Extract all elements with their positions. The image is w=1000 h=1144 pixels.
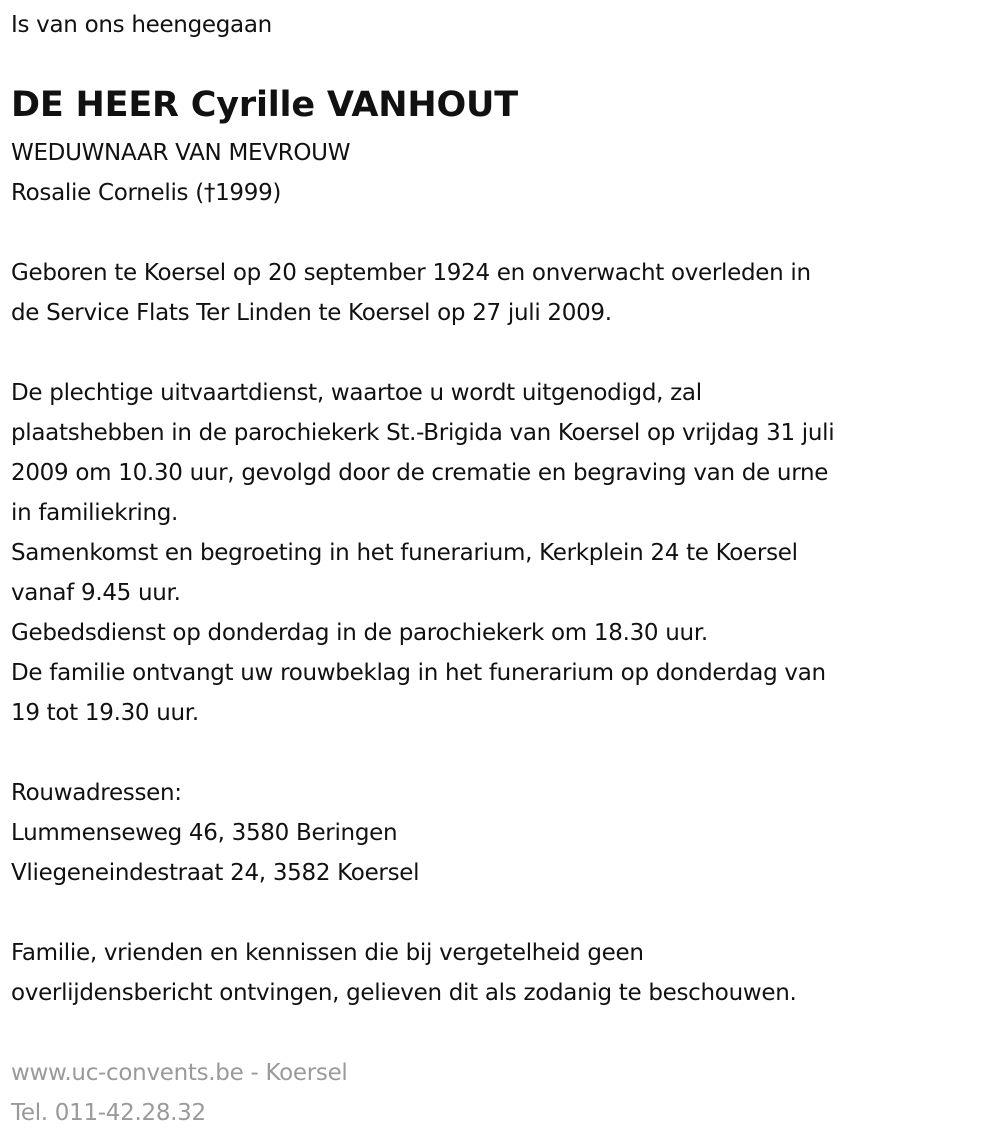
address-line: Vliegeneindestraat 24, 3582 Koersel <box>11 860 420 886</box>
closing-line: Familie, vrienden en kennissen die bij vergetelheid geen <box>11 940 644 966</box>
intro-text: Is van ons heengegaan <box>11 12 272 38</box>
service-line: De plechtige uitvaartdienst, waartoe u wordt uitgenodigd, zal <box>11 380 702 406</box>
footer-website: www.uc-convents.be - Koersel <box>11 1060 348 1086</box>
service-line: De familie ontvangt uw rouwbeklag in het funerarium op donderdag van <box>11 660 826 686</box>
spouse-name: Rosalie Cornelis (†1999) <box>11 180 282 206</box>
service-line: vanaf 9.45 uur. <box>11 580 181 606</box>
closing-line: overlijdensbericht ontvingen, gelieven dit als zodanig te beschouwen. <box>11 980 797 1006</box>
service-line: in familiekring. <box>11 500 179 526</box>
addresses-heading: Rouwadressen: <box>11 780 182 806</box>
address-line: Lummenseweg 46, 3580 Beringen <box>11 820 398 846</box>
service-line: plaatshebben in de parochiekerk St.-Brigida van Koersel op vrijdag 31 juli <box>11 420 835 446</box>
birth-death-line: de Service Flats Ter Linden te Koersel op 27 juli 2009. <box>11 300 612 326</box>
service-line: 19 tot 19.30 uur. <box>11 700 199 726</box>
footer-phone: Tel. 011-42.28.32 <box>11 1100 206 1126</box>
spouse-title: WEDUWNAAR VAN MEVROUW <box>11 140 351 166</box>
birth-death-line: Geboren te Koersel op 20 september 1924 en onverwacht overleden in <box>11 260 811 286</box>
service-line: Samenkomst en begroeting in het funerarium, Kerkplein 24 te Koersel <box>11 540 798 566</box>
service-line: 2009 om 10.30 uur, gevolgd door de crematie en begraving van de urne <box>11 460 829 486</box>
deceased-name: DE HEER Cyrille VANHOUT <box>11 85 518 125</box>
service-line: Gebedsdienst op donderdag in de parochiekerk om 18.30 uur. <box>11 620 708 646</box>
